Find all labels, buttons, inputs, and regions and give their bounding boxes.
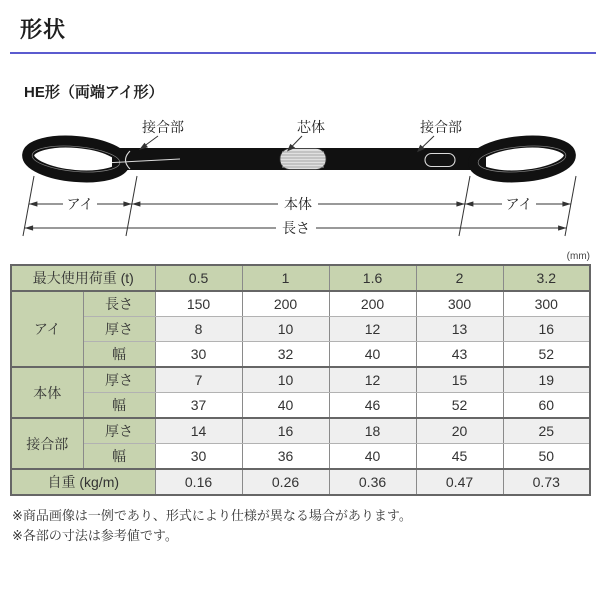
section-subtitle: HE形（両端アイ形）	[24, 84, 164, 101]
spec-cell: 150	[155, 291, 242, 317]
joint-left-label: 接合部	[142, 119, 184, 135]
dimension-line-length	[25, 220, 567, 237]
sling-core	[280, 149, 326, 170]
max-load-label: 最大使用荷重 (t)	[11, 265, 155, 291]
page-title: 形状	[20, 17, 67, 42]
spec-cell: 12	[329, 367, 416, 393]
sling-diagram-container	[8, 112, 600, 251]
group-label-body: 本体	[11, 367, 83, 418]
spec-cell: 0.73	[503, 469, 590, 495]
spec-cell: 10	[242, 317, 329, 342]
eye-right-dim-label: アイ	[505, 196, 533, 212]
dim-label: 幅	[83, 444, 155, 470]
spec-cell: 45	[416, 444, 503, 470]
spec-cell: 52	[503, 342, 590, 368]
spec-cell: 20	[416, 418, 503, 444]
spec-cell: 16	[242, 418, 329, 444]
spec-cell: 200	[329, 291, 416, 317]
eye-left-dim-label: アイ	[66, 196, 94, 212]
spec-weight-row	[11, 469, 590, 495]
spec-cell: 13	[416, 317, 503, 342]
spec-cell: 25	[503, 418, 590, 444]
spec-cell: 46	[329, 393, 416, 419]
spec-cell: 40	[242, 393, 329, 419]
spec-cell: 50	[503, 444, 590, 470]
spec-row	[11, 418, 590, 444]
spec-cell: 0.47	[416, 469, 503, 495]
dim-label: 幅	[83, 342, 155, 368]
dimension-line-upper	[29, 196, 571, 213]
unit-note: (mm)	[566, 251, 590, 262]
spec-row	[11, 393, 590, 419]
capacity-cell: 1.6	[329, 265, 416, 291]
spec-table	[10, 264, 591, 496]
sling-eye-left	[27, 138, 126, 180]
length-dim-label: 長さ	[282, 220, 310, 236]
spec-cell: 12	[329, 317, 416, 342]
sling-diagram	[8, 112, 592, 246]
spec-cell: 15	[416, 367, 503, 393]
spec-row	[11, 367, 590, 393]
spec-cell: 7	[155, 367, 242, 393]
spec-cell: 37	[155, 393, 242, 419]
spec-cell: 8	[155, 317, 242, 342]
body-dim-label: 本体	[284, 196, 312, 212]
spec-cell: 52	[416, 393, 503, 419]
spec-cell: 18	[329, 418, 416, 444]
spec-cell: 14	[155, 418, 242, 444]
spec-row	[11, 444, 590, 470]
spec-cell: 300	[416, 291, 503, 317]
sling-eye-right	[473, 138, 572, 180]
spec-cell: 0.26	[242, 469, 329, 495]
spec-header-row	[11, 265, 590, 291]
dim-label: 長さ	[83, 291, 155, 317]
spec-cell: 19	[503, 367, 590, 393]
dim-label: 厚さ	[83, 317, 155, 342]
capacity-cell: 0.5	[155, 265, 242, 291]
spec-cell: 43	[416, 342, 503, 368]
spec-cell: 36	[242, 444, 329, 470]
spec-row	[11, 342, 590, 368]
spec-cell: 16	[503, 317, 590, 342]
dim-label: 厚さ	[83, 367, 155, 393]
spec-cell: 60	[503, 393, 590, 419]
capacity-cell: 1	[242, 265, 329, 291]
group-label-joint: 接合部	[11, 418, 83, 469]
spec-cell: 300	[503, 291, 590, 317]
spec-row	[11, 291, 590, 317]
footnote-line: ※商品画像は一例であり、形式により仕様が異なる場合があります。	[12, 508, 412, 523]
footnote-line: ※各部の寸法は参考値です。	[12, 527, 178, 543]
joint-right-label: 接合部	[420, 119, 462, 135]
spec-cell: 30	[155, 342, 242, 368]
title-divider	[10, 52, 596, 54]
core-label: 芯体	[297, 119, 325, 135]
capacity-cell: 2	[416, 265, 503, 291]
spec-cell: 30	[155, 444, 242, 470]
spec-cell: 10	[242, 367, 329, 393]
spec-cell: 32	[242, 342, 329, 368]
footnotes	[12, 506, 600, 545]
spec-cell: 40	[329, 342, 416, 368]
spec-cell: 200	[242, 291, 329, 317]
spec-cell: 0.36	[329, 469, 416, 495]
dim-label: 厚さ	[83, 418, 155, 444]
dim-label: 幅	[83, 393, 155, 419]
spec-row	[11, 317, 590, 342]
capacity-cell: 3.2	[503, 265, 590, 291]
group-label-eye: アイ	[11, 291, 83, 367]
spec-cell: 40	[329, 444, 416, 470]
weight-label: 自重 (kg/m)	[11, 469, 155, 495]
spec-cell: 0.16	[155, 469, 242, 495]
